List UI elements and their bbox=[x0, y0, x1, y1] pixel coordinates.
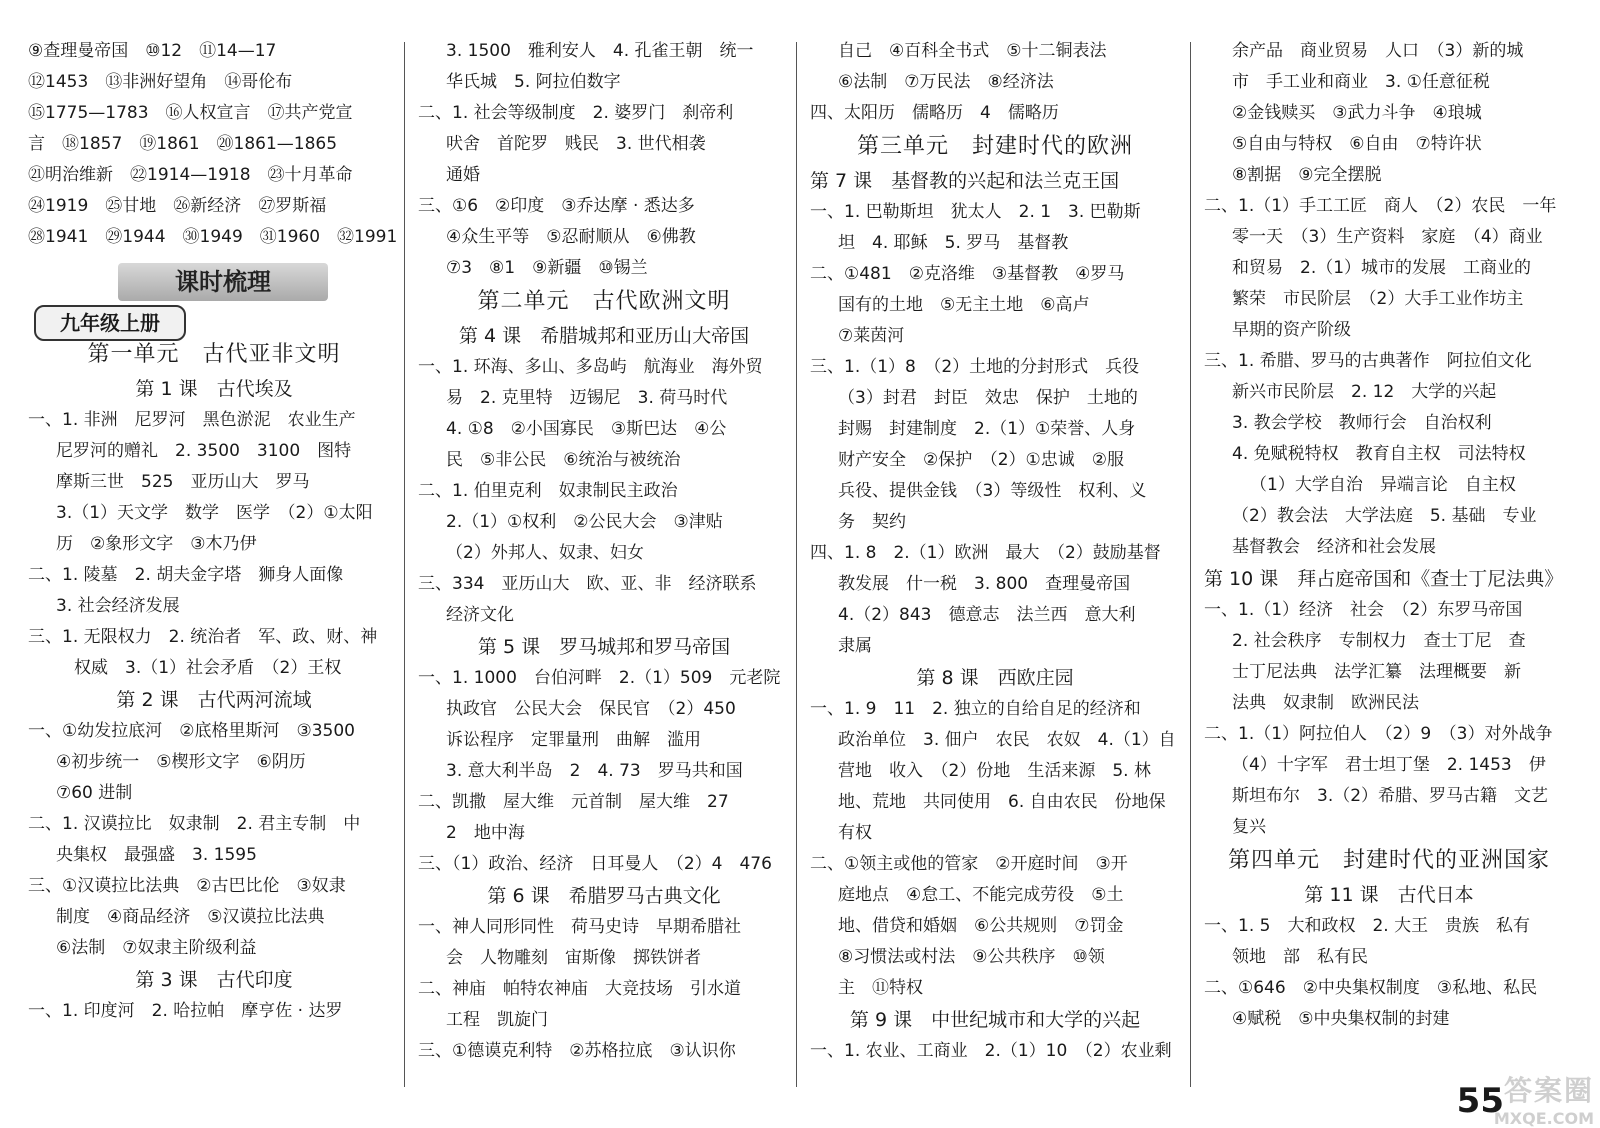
text-line: 二、1.（1）阿拉伯人 （2）9 （3）对外战争 bbox=[1204, 724, 1553, 744]
text-line: 三、（1）政治、经济 日耳曼人 （2）4 476 bbox=[418, 854, 772, 874]
text-line: 2 地中海 bbox=[446, 823, 525, 843]
text-line: 吠舍 首陀罗 贱民 3. 世代相袭 bbox=[446, 134, 706, 154]
text-line: 地、借贷和婚姻 ⑥公共规则 ⑦罚金 bbox=[838, 916, 1124, 936]
text-line: 二、①646 ②中央集权制度 ③私地、私民 bbox=[1204, 978, 1538, 998]
text-line: ㉘1941 ㉙1944 ㉚1949 ㉛1960 ㉜1991 bbox=[28, 227, 398, 247]
column-divider bbox=[1190, 42, 1191, 1087]
text-line: 财产安全 ②保护 （2）①忠诚 ②服 bbox=[838, 450, 1125, 470]
text-line: 一、1. 5 大和政权 2. 大王 贵族 私有 bbox=[1204, 916, 1531, 936]
text-line: 二、1. 社会等级制度 2. 婆罗门 刹帝利 bbox=[418, 103, 734, 123]
text-line: 士丁尼法典 法学汇纂 法理概要 新 bbox=[1232, 662, 1521, 682]
text-line: 诉讼程序 定罪量刑 曲解 滥用 bbox=[446, 730, 701, 750]
text-line: 法典 奴隶制 欧洲民法 bbox=[1232, 693, 1419, 713]
text-line: ⑫1453 ⑬非洲好望角 ⑭哥伦布 bbox=[28, 72, 293, 92]
lesson-title: 第 3 课 古代印度 bbox=[135, 969, 293, 991]
text-line: 工程 凯旋门 bbox=[446, 1010, 548, 1030]
section-header bbox=[28, 253, 400, 337]
unit-title: 第三单元 封建时代的欧洲 bbox=[856, 134, 1133, 159]
text-line: 3.（1）天文学 数学 医学 （2）①太阳 bbox=[56, 503, 373, 523]
text-line: 尼罗河的赠礼 2. 3500 3100 图特 bbox=[56, 441, 352, 461]
text-line: 坦 4. 耶稣 5. 罗马 基督教 bbox=[838, 233, 1069, 253]
text-line: 央集权 最强盛 3. 1595 bbox=[56, 845, 257, 865]
text-line: ⑧割据 ⑨完全摆脱 bbox=[1232, 165, 1382, 185]
text-line: 市 手工业和商业 3. ①任意征税 bbox=[1232, 72, 1490, 92]
text-line: 封赐 封建制度 2.（1）①荣誉、人身 bbox=[838, 419, 1136, 439]
text-line: （4）十字军 君士坦丁堡 2. 1453 伊 bbox=[1232, 755, 1546, 775]
column-2 bbox=[418, 36, 790, 1067]
text-line: 地、荒地 共同使用 6. 自由农民 份地保 bbox=[838, 792, 1166, 812]
text-line: ⑦莱茵河 bbox=[838, 326, 905, 346]
unit-title: 第二单元 古代欧洲文明 bbox=[477, 289, 731, 314]
text-line: 三、①德谟克利特 ②苏格拉底 ③认识你 bbox=[418, 1041, 736, 1061]
text-line: 权威 3.（1）社会矛盾 （2）王权 bbox=[74, 658, 342, 678]
text-line: 自己 ④百科全书式 ⑤十二铜表法 bbox=[838, 41, 1107, 61]
column-4 bbox=[1204, 36, 1574, 1035]
page-number: 55 bbox=[1456, 1081, 1504, 1121]
text-line: 政治单位 3. 佃户 农民 农奴 4.（1）自 bbox=[838, 730, 1176, 750]
watermark-url: MXQE.COM bbox=[1493, 1109, 1594, 1128]
text-line: 零一天 （3）生产资料 家庭 （4）商业 bbox=[1232, 227, 1543, 247]
text-line: 务 契约 bbox=[838, 512, 906, 532]
unit-title: 第四单元 封建时代的亚洲国家 bbox=[1227, 848, 1550, 873]
section-title-banner: 课时梳理 bbox=[118, 263, 328, 301]
text-line: 一、1. 环海、多山、多岛屿 航海业 海外贸 bbox=[418, 357, 763, 377]
text-line: 四、1. 8 2.（1）欧洲 最大 （2）鼓励基督 bbox=[810, 543, 1161, 563]
text-line: 2.（1）①权利 ②公民大会 ③津贴 bbox=[446, 512, 723, 532]
text-line: 二、1. 伯里克利 奴隶制民主政治 bbox=[418, 481, 678, 501]
text-line: 一、1. 农业、工商业 2.（1）10 （2）农业剩 bbox=[810, 1041, 1172, 1061]
text-line: ⑥法制 ⑦万民法 ⑧经济法 bbox=[838, 72, 1054, 92]
lesson-title: 第 8 课 西欧庄园 bbox=[916, 667, 1074, 689]
lesson-title: 第 7 课 基督教的兴起和法兰克王国 bbox=[810, 170, 1120, 192]
text-line: 历 ②象形文字 ③木乃伊 bbox=[56, 534, 257, 554]
text-line: 复兴 bbox=[1232, 817, 1266, 837]
text-line: 二、①领主或他的管家 ②开庭时间 ③开 bbox=[810, 854, 1128, 874]
unit-title: 第一单元 古代亚非文明 bbox=[87, 342, 341, 367]
text-line: 一、神人同形同性 荷马史诗 早期希腊社 bbox=[418, 917, 741, 937]
text-line: 三、1. 希腊、罗马的古典著作 阿拉伯文化 bbox=[1204, 351, 1532, 371]
text-line: 二、①481 ②克洛维 ③基督教 ④罗马 bbox=[810, 264, 1125, 284]
text-line: 国有的土地 ⑤无主土地 ⑥高卢 bbox=[838, 295, 1090, 315]
text-line: 繁荣 市民阶层 （2）大手工业作坊主 bbox=[1232, 289, 1524, 309]
text-line: 兵役、提供金钱 （3）等级性 权利、义 bbox=[838, 481, 1147, 501]
text-line: 摩斯三世 525 亚历山大 罗马 bbox=[56, 472, 310, 492]
column-divider bbox=[404, 42, 405, 1087]
text-line: 三、1. 无限权力 2. 统治者 军、政、财、神 bbox=[28, 627, 378, 647]
text-line: 一、1. 非洲 尼罗河 黑色淤泥 农业生产 bbox=[28, 410, 356, 430]
text-line: 基督教会 经济和社会发展 bbox=[1232, 537, 1436, 557]
text-line: 4. 免赋税特权 教育自主权 司法特权 bbox=[1232, 444, 1526, 464]
text-line: （2）教会法 大学法庭 5. 基础 专业 bbox=[1232, 506, 1537, 526]
text-line: （1）大学自治 异端言论 自主权 bbox=[1250, 475, 1516, 495]
text-line: 会 人物雕刻 宙斯像 掷铁饼者 bbox=[446, 948, 701, 968]
text-line: 通婚 bbox=[446, 165, 480, 185]
text-line: ⑧习惯法或村法 ⑨公共秩序 ⑩领 bbox=[838, 947, 1105, 967]
lesson-title: 第 2 课 古代两河流域 bbox=[116, 689, 312, 711]
text-line: 庭地点 ④怠工、不能完成劳役 ⑤土 bbox=[838, 885, 1124, 905]
text-line: ④赋税 ⑤中央集权制的封建 bbox=[1232, 1009, 1450, 1029]
text-line: 三、334 亚历山大 欧、亚、非 经济联系 bbox=[418, 574, 757, 594]
text-line: 3. 社会经济发展 bbox=[56, 596, 180, 616]
text-line: ⑦60 进制 bbox=[56, 783, 133, 803]
text-line: 3. 意大利半岛 2 4. 73 罗马共和国 bbox=[446, 761, 743, 781]
text-line: ②金钱赎买 ③武力斗争 ④琅城 bbox=[1232, 103, 1482, 123]
text-line: 斯坦布尔 3.（2）希腊、罗马古籍 文艺 bbox=[1232, 786, 1549, 806]
text-line: 一、1. 巴勒斯坦 犹太人 2. 1 3. 巴勒斯 bbox=[810, 202, 1141, 222]
text-line: 三、①汉谟拉比法典 ②古巴比伦 ③奴隶 bbox=[28, 876, 346, 896]
text-line: 一、1. 9 11 2. 独立的自给自足的经济和 bbox=[810, 699, 1141, 719]
text-line: 民 ⑤非公民 ⑥统治与被统治 bbox=[446, 450, 681, 470]
text-line: 隶属 bbox=[838, 636, 872, 656]
lesson-title: 第 10 课 拜占庭帝国和《查士丁尼法典》 bbox=[1204, 568, 1564, 590]
text-line: ④众生平等 ⑤忍耐顺从 ⑥佛教 bbox=[446, 227, 696, 247]
text-line: 4.（2）843 德意志 法兰西 意大利 bbox=[838, 605, 1136, 625]
column-3 bbox=[810, 36, 1180, 1067]
lesson-title: 第 1 课 古代埃及 bbox=[135, 378, 293, 400]
lesson-title: 第 4 课 希腊城邦和亚历山大帝国 bbox=[458, 325, 750, 347]
text-line: 领地 部 私有民 bbox=[1232, 947, 1368, 967]
text-line: 营地 收入 （2）份地 生活来源 5. 林 bbox=[838, 761, 1151, 781]
text-line: ㉑明治维新 ㉒1914—1918 ㉓十月革命 bbox=[28, 165, 353, 185]
text-line: 制度 ④商品经济 ⑤汉谟拉比法典 bbox=[56, 907, 325, 927]
grade-label-badge: 九年级上册 bbox=[34, 305, 186, 341]
column-divider bbox=[796, 42, 797, 1087]
text-line: 三、1.（1）8 （2）土地的分封形式 兵役 bbox=[810, 357, 1140, 377]
watermark-mark: 答案圈 bbox=[1503, 1074, 1594, 1107]
lesson-title: 第 11 课 古代日本 bbox=[1304, 884, 1474, 906]
lesson-title: 第 9 课 中世纪城市和大学的兴起 bbox=[849, 1009, 1141, 1031]
text-line: 和贸易 2.（1）城市的发展 工商业的 bbox=[1232, 258, 1532, 278]
lesson-title: 第 6 课 希腊罗马古典文化 bbox=[487, 885, 721, 907]
text-line: ④初步统一 ⑤楔形文字 ⑥阴历 bbox=[56, 752, 306, 772]
text-line: 四、太阳历 儒略历 4 儒略历 bbox=[810, 103, 1059, 123]
text-line: 执政官 公民大会 保民官 （2）450 bbox=[446, 699, 736, 719]
text-line: 二、神庙 帕特农神庙 大竞技场 引水道 bbox=[418, 979, 741, 999]
text-line: 华氏城 5. 阿拉伯数字 bbox=[446, 72, 621, 92]
text-line: ⑮1775—1783 ⑯人权宣言 ⑰共产党宣 bbox=[28, 103, 353, 123]
text-line: ⑦3 ⑧1 ⑨新疆 ⑩锡兰 bbox=[446, 258, 648, 278]
text-line: 一、1. 1000 台伯河畔 2.（1）509 元老院 bbox=[418, 668, 781, 688]
text-line: 二、1.（1）手工工匠 商人 （2）农民 一年 bbox=[1204, 196, 1557, 216]
text-line: 3. 1500 雅利安人 4. 孔雀王朝 统一 bbox=[446, 41, 754, 61]
col1-top-block bbox=[28, 36, 400, 253]
text-line: 2. 社会秩序 专制权力 查士丁尼 查 bbox=[1232, 631, 1526, 651]
text-line: 4. ①8 ②小国寡民 ③斯巴达 ④公 bbox=[446, 419, 727, 439]
text-line: 教发展 什一税 3. 800 查理曼帝国 bbox=[838, 574, 1131, 594]
text-line: 二、1. 陵墓 2. 胡夫金字塔 狮身人面像 bbox=[28, 565, 344, 585]
text-line: ⑥法制 ⑦奴隶主阶级利益 bbox=[56, 938, 257, 958]
text-line: ⑨查理曼帝国 ⑩12 ⑪14—17 bbox=[28, 41, 277, 61]
text-line: 二、凯撒 屋大维 元首制 屋大维 27 bbox=[418, 792, 729, 812]
text-line: 经济文化 bbox=[446, 605, 514, 625]
text-line: 余产品 商业贸易 人口 （3）新的城 bbox=[1232, 41, 1524, 61]
text-line: 有权 bbox=[838, 823, 872, 843]
text-line: 3. 教会学校 教师行会 自治权利 bbox=[1232, 413, 1492, 433]
text-line: 主 ⑪特权 bbox=[838, 978, 923, 998]
text-line: （3）封君 封臣 效忠 保护 土地的 bbox=[838, 388, 1138, 408]
text-line: ㉔1919 ㉕甘地 ㉖新经济 ㉗罗斯福 bbox=[28, 196, 327, 216]
text-line: 三、①6 ②印度 ③乔达摩 · 悉达多 bbox=[418, 196, 695, 216]
watermark-logo bbox=[1464, 1069, 1594, 1128]
text-line: 新兴市民阶层 2. 12 大学的兴起 bbox=[1232, 382, 1497, 402]
column-1 bbox=[28, 36, 400, 1027]
text-line: 二、1. 汉谟拉比 奴隶制 2. 君主专制 中 bbox=[28, 814, 361, 834]
text-line: 言 ⑱1857 ⑲1861 ⑳1861—1865 bbox=[28, 134, 338, 154]
text-line: 一、1. 印度河 2. 哈拉帕 摩亨佐 · 达罗 bbox=[28, 1001, 343, 1021]
text-line: （2）外邦人、奴隶、妇女 bbox=[446, 543, 644, 563]
text-line: ⑤自由与特权 ⑥自由 ⑦特许状 bbox=[1232, 134, 1482, 154]
text-line: 一、①幼发拉底河 ②底格里斯河 ③3500 bbox=[28, 721, 355, 741]
lesson-title: 第 5 课 罗马城邦和罗马帝国 bbox=[477, 636, 731, 658]
text-line: 早期的资产阶级 bbox=[1232, 320, 1351, 340]
text-line: 一、1.（1）经济 社会 （2）东罗马帝国 bbox=[1204, 600, 1523, 620]
text-line: 易 2. 克里特 迈锡尼 3. 荷马时代 bbox=[446, 388, 728, 408]
